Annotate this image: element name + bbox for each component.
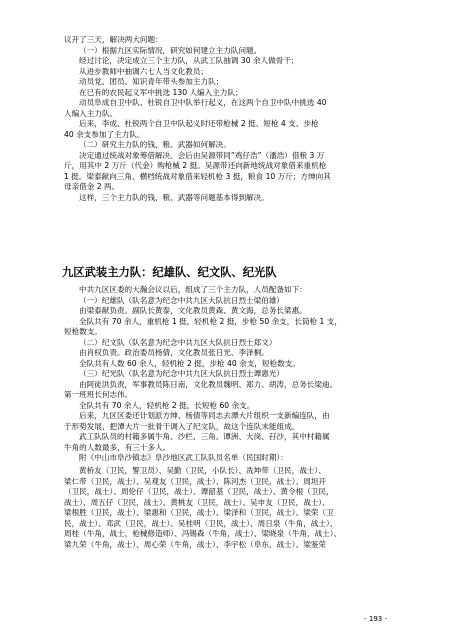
text-line: 后来，九区区委还计划派方绅、杨倩等同志去潭大片组织一支新编连队，由 <box>79 411 330 420</box>
text-line: 第一班班长何志伟。 <box>64 390 133 399</box>
text-line: 后来，李成、杜锐两个自卫中队起义时还带枪械 2 挺、短枪 4 支、步枪 <box>79 119 319 128</box>
name-list-line: 梁九荣（牛角，战士）、周心荣（牛角，战士）、李宇松（阜东，战士）、梁鉴荣 <box>64 539 326 549</box>
text-line: 这样，三个主力队的钱、粮、武器等问题基本得到解决。 <box>79 192 269 202</box>
text-line: 全队共有人数 60 余人，轻机枪 2 挺，步枪 40 余支，短枪数支。 <box>79 358 300 368</box>
text-line: 斤，用其中 2 万斤（代金）购枪械 2 挺。吴源带还向新地统战对象借来重机枪 <box>64 161 327 170</box>
page-number: - 193 - <box>364 615 387 623</box>
name-list-line: 战士）、周五仔（卫民，战士）、黄桃友（卫民，战士）、吴申友（卫民，战士）、 <box>64 497 330 507</box>
name-list-line: 梁根胜（卫民，战士）、梁惠和（卫民，战士）、梁泽和（卫民，战士）、梁荣（卫 <box>64 508 334 517</box>
text-line: 1 挺。梁泰献向三角、横档统战对象借来轻机枪 3 挺，粮食 10 万斤；方绅向其 <box>64 171 331 181</box>
text-line: 动员党、团员、知识青年带头参加主力队； <box>79 77 224 86</box>
text-line: 动员阜成自卫中队、杜锐自卫中队举行起义，在这两个自卫中队中挑选 40 <box>79 98 327 107</box>
section-heading: 九区武装主力队：纪雄队、纪文队、纪光队 <box>62 266 277 279</box>
name-list-line: 黄桥友（卫民，警卫员）、吴勤（卫民，小队长）、冼坤带（卫民，战士）、 <box>79 466 326 475</box>
text-line: （二）研究主力队的钱、粮、武器如何解决。 <box>79 140 231 149</box>
text-line: （三）纪光队（队名意为纪念中共九区大队抗日烈士谭惠光） <box>79 369 285 378</box>
body-text-mid <box>64 285 404 464</box>
name-list-line: 民，战士）、邓武（卫民，战士）、吴桂明（卫民，战士）、周日泉（牛角，战士）、 <box>64 518 338 528</box>
text-line: 在已有的农民起义军中挑选 130 人编入主力队； <box>79 87 243 97</box>
text-line: （一）根据九区实际情况，研究如何建立主力队问题。 <box>79 45 262 55</box>
text-line: （二）纪文队（队名意为纪念中共九区大队抗日烈士郑文） <box>79 337 277 347</box>
name-list-line: 梁仁带（卫民，战士）、吴观友（卫民，战士）、陈河杰（卫民，战士）、周坦开 <box>64 476 326 486</box>
text-line: 从进步教师中抽调六七人当文化教员； <box>79 66 209 76</box>
text-line: 议开了三天，解决两大问题： <box>64 35 163 44</box>
name-list-line: 周桂（牛角，战士，枪械修造师）、冯锡森（牛角，战士）、梁晓泉（牛角，战士）、 <box>64 529 342 538</box>
text-line: 母亲借金 2 两。 <box>64 182 120 191</box>
text-line: 人编入主力队。 <box>64 108 118 118</box>
text-line: 经过讨论，决定成立三个主力队，从武工队抽调 30 余人做骨干； <box>79 56 299 65</box>
text-line: 由肖权负责。政治委员杨倩，文化教员张日光、李泽桐。 <box>79 348 269 357</box>
text-line: 由梁泰献负责。副队长黄泰，文化教员黄森、黄文海，总务长梁惠。 <box>79 306 307 315</box>
body-text-top <box>64 35 404 203</box>
text-line: 于形势发展，把潭大片一批骨干调入了纪文队，故这个连队未能组成。 <box>64 421 300 431</box>
text-line: 由阿徒洪负责，军事教员陈日南，文化教员魏明、郑力、胡涛，总务长梁迪、 <box>79 379 338 389</box>
name-list-line: （卫民，战士）、周伦仔（卫民，战士）、谭韶基（卫民，战士）、黄令根（卫民， <box>64 487 334 496</box>
text-line: 全队共有 70 余人，轻机枪 2 挺，长短枪 60 余支。 <box>79 400 255 410</box>
name-list <box>64 466 404 550</box>
text-line: 40 余支参加了主力队。 <box>64 129 145 139</box>
text-line: 附《中山市阜沙镇志》阜沙地区武工队队员名单（民国时期）： <box>79 453 288 462</box>
text-line: 短枪数支。 <box>64 327 102 336</box>
text-line: （一）纪雄队（队名意为纪念中共九区大队抗日烈士梁伯雄） <box>79 295 285 305</box>
text-line: 中共九区区委的大瀚会议以后，组成了三个主力队，人员配备如下： <box>79 285 307 294</box>
text-line: 全队共有 70 余人，重机枪 1 挺，轻机枪 2 挺，步枪 50 余支，长筒枪 1 支， <box>79 316 342 326</box>
text-line: 武工队队员的村籍多属牛角、沙栏、三角、谭洲、大岗、孖沙，其中村籍属 <box>79 432 330 441</box>
text-line: 决定通过统战对象筹借解决。会后由吴源带同“鸡仔浩”（潘浩）借粮 3 万 <box>79 150 325 160</box>
text-line: 牛角的人数最多，有三十多人。 <box>64 442 171 452</box>
